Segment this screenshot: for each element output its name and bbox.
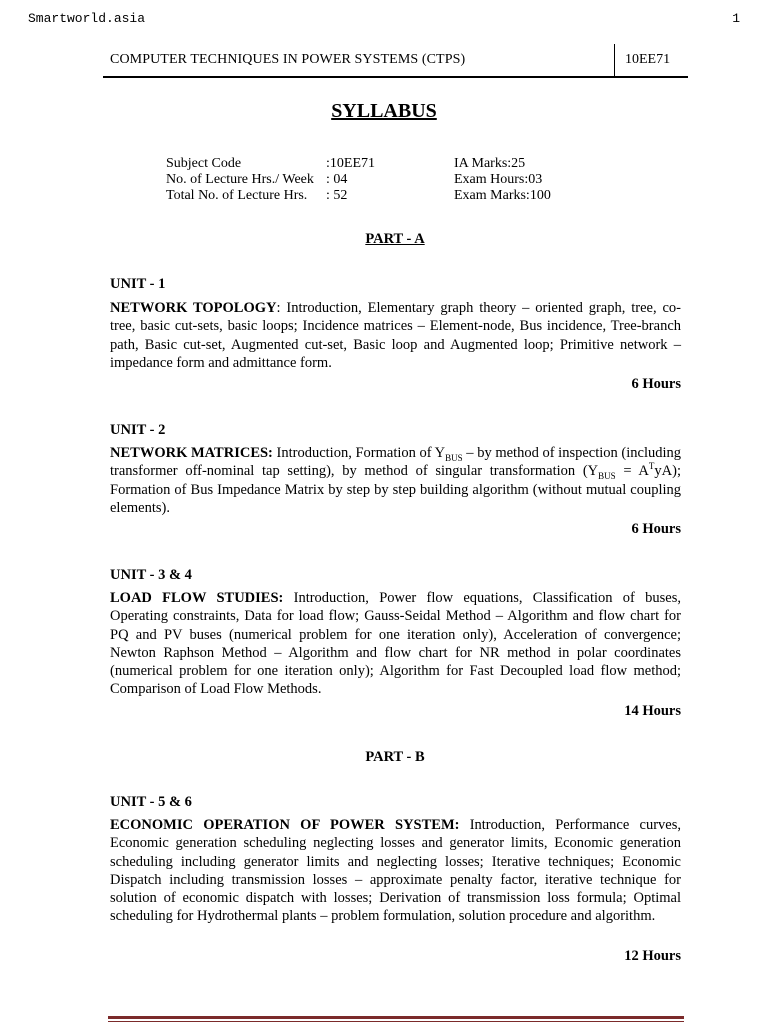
site-watermark: Smartworld.asia — [28, 11, 146, 26]
info-values: :10EE71 : 04 : 52 — [326, 156, 375, 203]
unit-1-description: NETWORK TOPOLOGY: Introduction, Elementary graph theory – oriented graph, tree, co-tree, basic cut-sets, basic loops; Incidence matrices – Element-node, Bus incidence, Tree-branch path, Basic cut-set, Augmented cut-set, Basic loop and Augmented loop; Primitive network – impedance form and admittance form. — [110, 300, 681, 371]
unit-1-hours: 6 Hours — [631, 376, 681, 392]
unit-5-6-title: UNIT - 5 & 6 — [110, 794, 192, 810]
course-title: COMPUTER TECHNIQUES IN POWER SYSTEMS (CTPS) — [110, 52, 466, 67]
course-code: 10EE71 — [625, 52, 671, 67]
document-header — [103, 44, 688, 78]
unit-2-description: NETWORK MATRICES: Introduction, Formation of $Y_{BUS}$ – by method of inspection (including transformer off-nominal tap setting), by method of singular transformation $(Y_{BUS} = A^TyA)$; Formation of Bus Impedance Matrix by step by step building algorithm (without mutual coupling elements). — [110, 445, 681, 516]
unit-5-6-description: ECONOMIC OPERATION OF POWER SYSTEM: Introduction, Performance curves, Economic generation scheduling neglecting losses and generator limits, Economic generation scheduling including generator limits and neglecting losses; Iterative techniques; Economic Dispatch including transmission losses – approximate penalty factor, iterative technique for solution of economic dispatch with losses; Derivation of transmission loss formula; Optimal scheduling for Hydrothermal plants – problem formulation, solution procedure and algorithm. — [110, 817, 682, 925]
footer-rule-thin — [108, 1021, 684, 1022]
page-heading: SYLLABUS — [331, 100, 437, 122]
info-labels: Subject Code No. of Lecture Hrs./ Week Total No. of Lecture Hrs. — [166, 156, 314, 203]
unit-3-4-title: UNIT - 3 & 4 — [110, 567, 192, 583]
part-b-heading: PART - B — [365, 749, 425, 765]
unit-3-4-hours: 14 Hours — [624, 703, 681, 719]
part-a-heading: PART - A — [365, 231, 425, 247]
unit-2-title: UNIT - 2 — [110, 422, 166, 438]
page-number: 1 — [732, 11, 740, 26]
header-divider — [614, 44, 615, 76]
unit-5-6-hours: 12 Hours — [624, 948, 681, 964]
unit-2-hours: 6 Hours — [631, 521, 681, 537]
unit-3-4-description: LOAD FLOW STUDIES: Introduction, Power flow equations, Classification of buses, Operating constraints, Data for load flow; Gauss-Seidal Method – Algorithm and flow chart for PQ and PV buses (numerical problem for one iteration only), Acceleration of convergence; Newton Raphson Method – Algorithm and flow chart for NR method in polar coordinates (numerical problem for one iteration only); Algorithm for Fast Decoupled load flow method; Comparison of Load Flow Methods. — [110, 590, 681, 698]
info-marks: IA Marks:25 Exam Hours:03 Exam Marks:100 — [454, 156, 551, 203]
unit-1-title: UNIT - 1 — [110, 276, 166, 292]
footer-rule — [108, 1016, 684, 1019]
